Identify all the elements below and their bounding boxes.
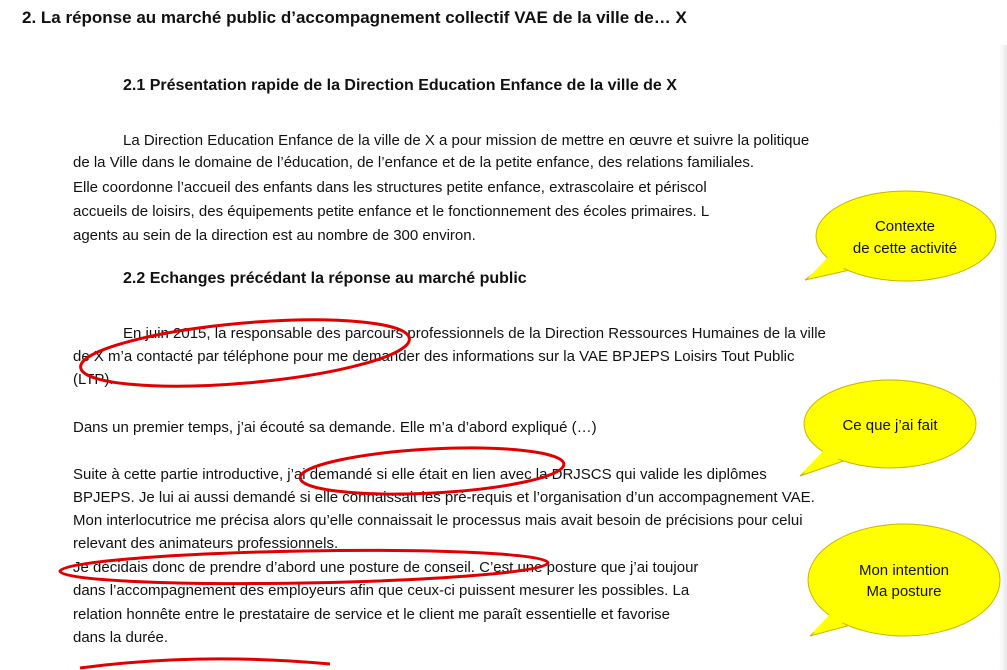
section-title: 2. La réponse au marché public d’accompagnement collectif VAE de la ville de… X — [22, 8, 687, 27]
subsection-2-title: 2.2 Echanges précédant la réponse au marché public — [123, 270, 527, 287]
paragraph-line: Mon interlocutrice me précisa alors qu’elle connaissait le processus mais avait besoin de précisions pour celui — [73, 512, 803, 529]
paragraph-line: de X m’a contacté par téléphone pour me demander des informations sur la VAE BPJEPS Loisirs Tout Public — [73, 348, 795, 365]
bubble-text: Mon intention — [858, 562, 950, 579]
paragraph-line: agents au sein de la direction est au nombre de 300 environ. — [73, 227, 476, 244]
bubble-text: de cette activité — [852, 240, 958, 257]
paragraph-line: La Direction Education Enfance de la ville de X a pour mission de mettre en œuvre et suivre la politique — [123, 132, 810, 149]
paragraph-line: dans l’accompagnement des employeurs afin que ceux-ci puissent mesurer les possibles. La — [73, 582, 690, 599]
bubble-text: Contexte — [874, 218, 936, 235]
paragraph-line: de la Ville dans le domaine de l’éducation, de l’enfance et de la petite enfance, des relations familiales. — [73, 154, 754, 171]
speech-bubble-intention — [808, 524, 1000, 636]
highlight-ellipse — [60, 547, 548, 588]
paragraph-line: Elle coordonne l’accueil des enfants dans les structures petite enfance, extrascolaire et périscol — [73, 179, 707, 196]
paragraph-line: accueils de loisirs, des équipements petite enfance et le fonctionnement des écoles primaires. L — [73, 203, 710, 220]
paragraph-line: relation honnête entre le prestataire de service et le client me paraît essentielle et favorise — [73, 606, 670, 623]
subsection-1-title: 2.1 Présentation rapide de la Direction Education Enfance de la ville de X — [123, 77, 677, 94]
highlight-ellipse-partial — [80, 659, 330, 668]
paragraph-line: Suite à cette partie introductive, j’ai demandé si elle était en lien avec la DRJSCS qui valide les diplômes — [73, 466, 767, 483]
bubble-text: Ce que j’ai fait — [842, 417, 938, 434]
paragraph-line: Je décidais donc de prendre d’abord une posture de conseil. C’est une posture que j’ai toujour — [73, 559, 699, 576]
speech-bubble-action — [800, 380, 976, 476]
bubble-text: Ma posture — [866, 583, 942, 600]
paragraph-line: relevant des animateurs professionnels. — [73, 535, 339, 552]
highlight-ellipse — [299, 442, 565, 500]
paragraph-line: Dans un premier temps, j’ai écouté sa demande. Elle m’a d’abord expliqué (…) — [73, 419, 597, 436]
paragraph-line: En juin 2015, la responsable des parcours professionnels de la Direction Ressources Humaines de la ville — [123, 325, 826, 342]
paragraph-line: dans la durée. — [73, 629, 169, 646]
highlight-ellipse — [78, 309, 412, 398]
speech-bubble-context — [805, 191, 996, 281]
paragraph-line: (LTP). — [73, 371, 114, 388]
paragraph-line: BPJEPS. Je lui ai aussi demandé si elle connaissait les pré-requis et l’organisation d’un accompagnement VAE. — [73, 489, 815, 506]
